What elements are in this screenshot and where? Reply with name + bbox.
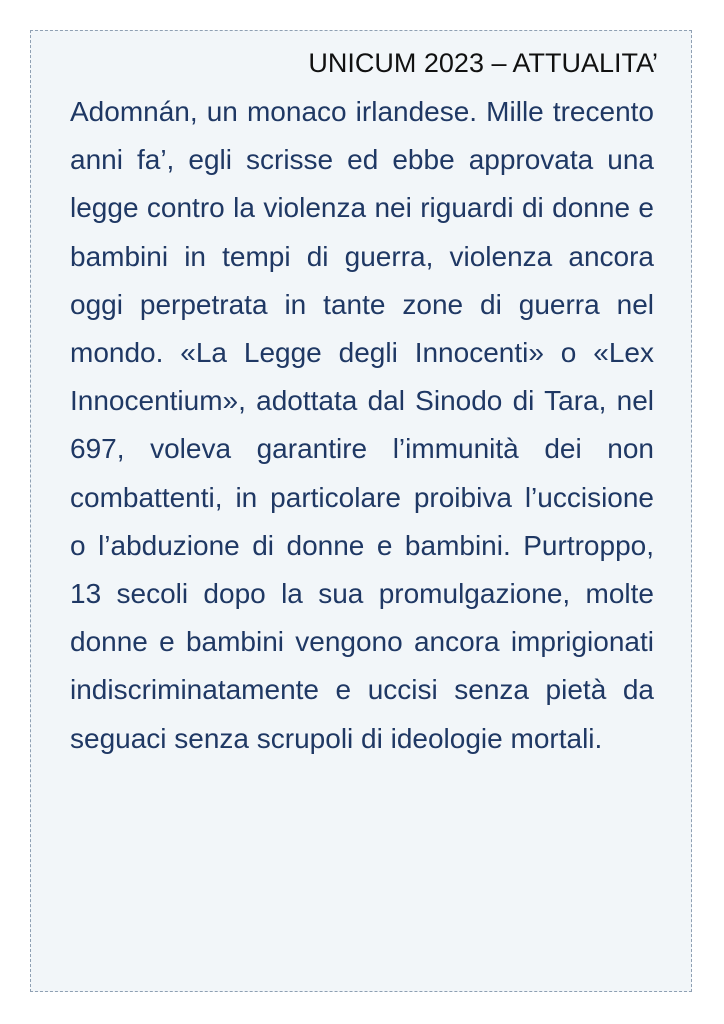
article-body: Adomnán, un monaco irlandese. Mille trecento anni fa’, egli scrisse ed ebbe approvata una legge contro la violenza nei riguardi di donne e bambini in tempi di guerra, violenza ancora oggi perpetrata in tante zone di guerra nel mondo. «La Legge degli Innocenti» o «Lex Innocentium», adottata dal Sinodo di Tara, nel 697, voleva garantire l’immunità dei non combattenti, in particolare proibiva l’uccisione o l’abduzione di donne e bambini. Purtroppo, 13 secoli dopo la sua promulgazione, molte donne e bambini vengono ancora imprigionati indiscriminatamente e uccisi senza pietà da seguaci senza scrupoli di ideologie mortali. [70,96,654,754]
page-header: UNICUM 2023 – ATTUALITA’ [308,48,658,78]
